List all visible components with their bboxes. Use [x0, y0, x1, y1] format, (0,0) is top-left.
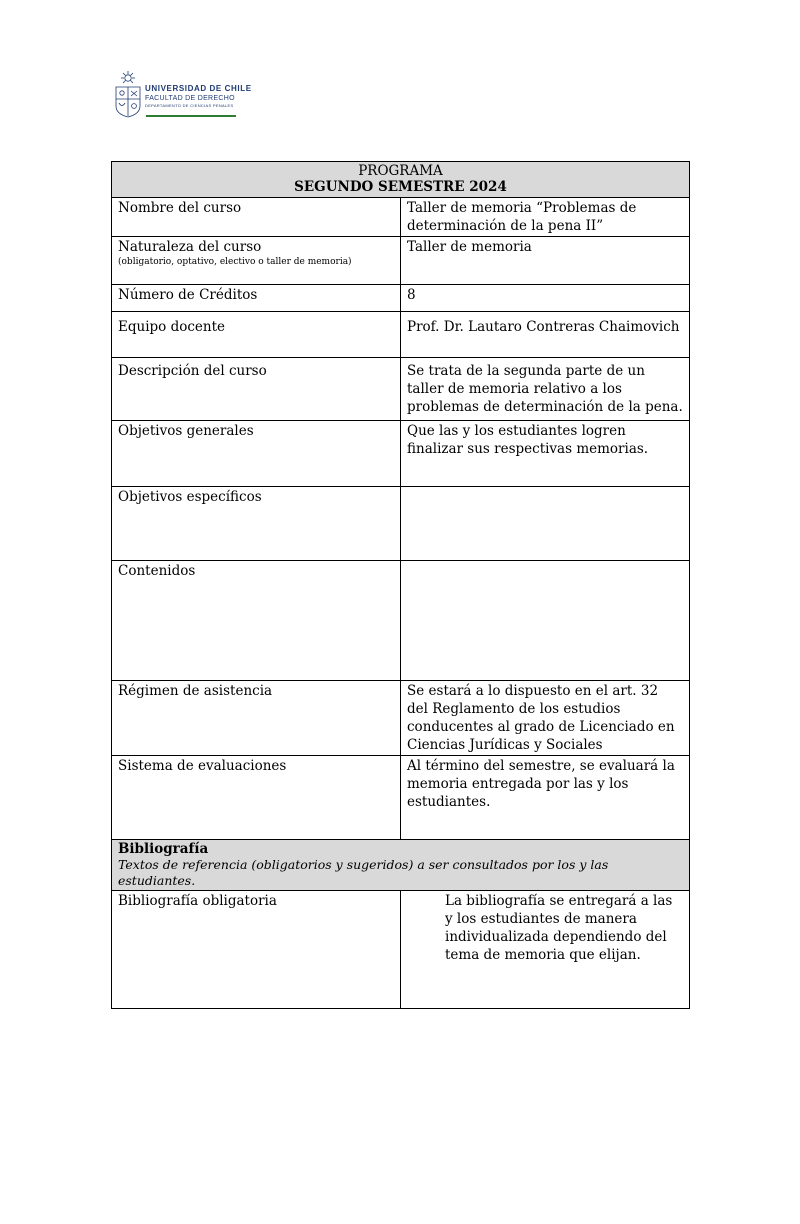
- row-label: Objetivos generales: [112, 421, 401, 487]
- table-row: [112, 358, 690, 421]
- table-row: [112, 681, 690, 756]
- title-semester: SEGUNDO SEMESTRE 2024: [294, 179, 507, 195]
- row-value: Al término del semestre, se evaluará la memoria entregada por las y los estudiantes.: [401, 756, 690, 840]
- row-label: Naturaleza del curso: [118, 239, 262, 255]
- table-row: [112, 312, 690, 358]
- table-row: [112, 198, 690, 237]
- row-value: Taller de memoria “Problemas de determinación de la pena II”: [401, 198, 690, 237]
- bibliography-title: Bibliografía: [118, 841, 209, 857]
- row-label: Número de Créditos: [112, 285, 401, 312]
- table-row: [112, 487, 690, 561]
- program-table: [111, 161, 690, 1009]
- table-row: [112, 561, 690, 681]
- university-logo: [113, 70, 263, 120]
- table-row: [112, 756, 690, 840]
- row-value: 8: [401, 285, 690, 312]
- table-row: [112, 891, 690, 1009]
- title-programa: PROGRAMA: [358, 163, 443, 179]
- row-value: [401, 487, 690, 561]
- row-label: Nombre del curso: [112, 198, 401, 237]
- university-name: UNIVERSIDAD DE CHILE: [145, 84, 252, 93]
- row-label: Régimen de asistencia: [112, 681, 401, 756]
- row-value: La bibliografía se entregará a las y los estudiantes de manera individualizada dependiendo del tema de memoria que elijan.: [445, 893, 673, 963]
- table-title-row: [112, 162, 690, 198]
- row-value: [401, 561, 690, 681]
- row-value: Que las y los estudiantes logren finalizar sus respectivas memorias.: [401, 421, 690, 487]
- university-seal-icon: [113, 70, 143, 118]
- row-label: Objetivos específicos: [112, 487, 401, 561]
- table-row: [112, 285, 690, 312]
- row-value: Se estará a lo dispuesto en el art. 32 del Reglamento de los estudios conducentes al grado de Licenciado en Ciencias Jurídicas y Sociales: [401, 681, 690, 756]
- row-label: Sistema de evaluaciones: [112, 756, 401, 840]
- row-value-cell: [401, 891, 690, 1009]
- row-label: Bibliografía obligatoria: [112, 891, 401, 1009]
- logo-wordmark: [145, 85, 252, 108]
- row-label: Descripción del curso: [112, 358, 401, 421]
- bibliography-header-row: [112, 840, 690, 891]
- row-label: Equipo docente: [112, 312, 401, 358]
- department-name: DEPARTAMENTO DE CIENCIAS PENALES: [145, 103, 234, 108]
- row-label-cell: [112, 237, 401, 285]
- row-value: Prof. Dr. Lautaro Contreras Chaimovich: [401, 312, 690, 358]
- row-value: Taller de memoria: [401, 237, 690, 285]
- table-row: [112, 421, 690, 487]
- bibliography-subtitle: Textos de referencia (obligatorios y sugeridos) a ser consultados por los y las estudiantes.: [118, 857, 609, 888]
- table-title: [112, 162, 690, 198]
- row-label: Contenidos: [112, 561, 401, 681]
- logo-divider: [146, 115, 236, 117]
- bibliography-header: [112, 840, 690, 891]
- table-row: [112, 237, 690, 285]
- faculty-name: FACULTAD DE DERECHO: [145, 95, 235, 102]
- row-value: Se trata de la segunda parte de un taller de memoria relativo a los problemas de determinación de la pena.: [401, 358, 690, 421]
- row-sublabel: (obligatorio, optativo, electivo o taller de memoria): [118, 257, 352, 267]
